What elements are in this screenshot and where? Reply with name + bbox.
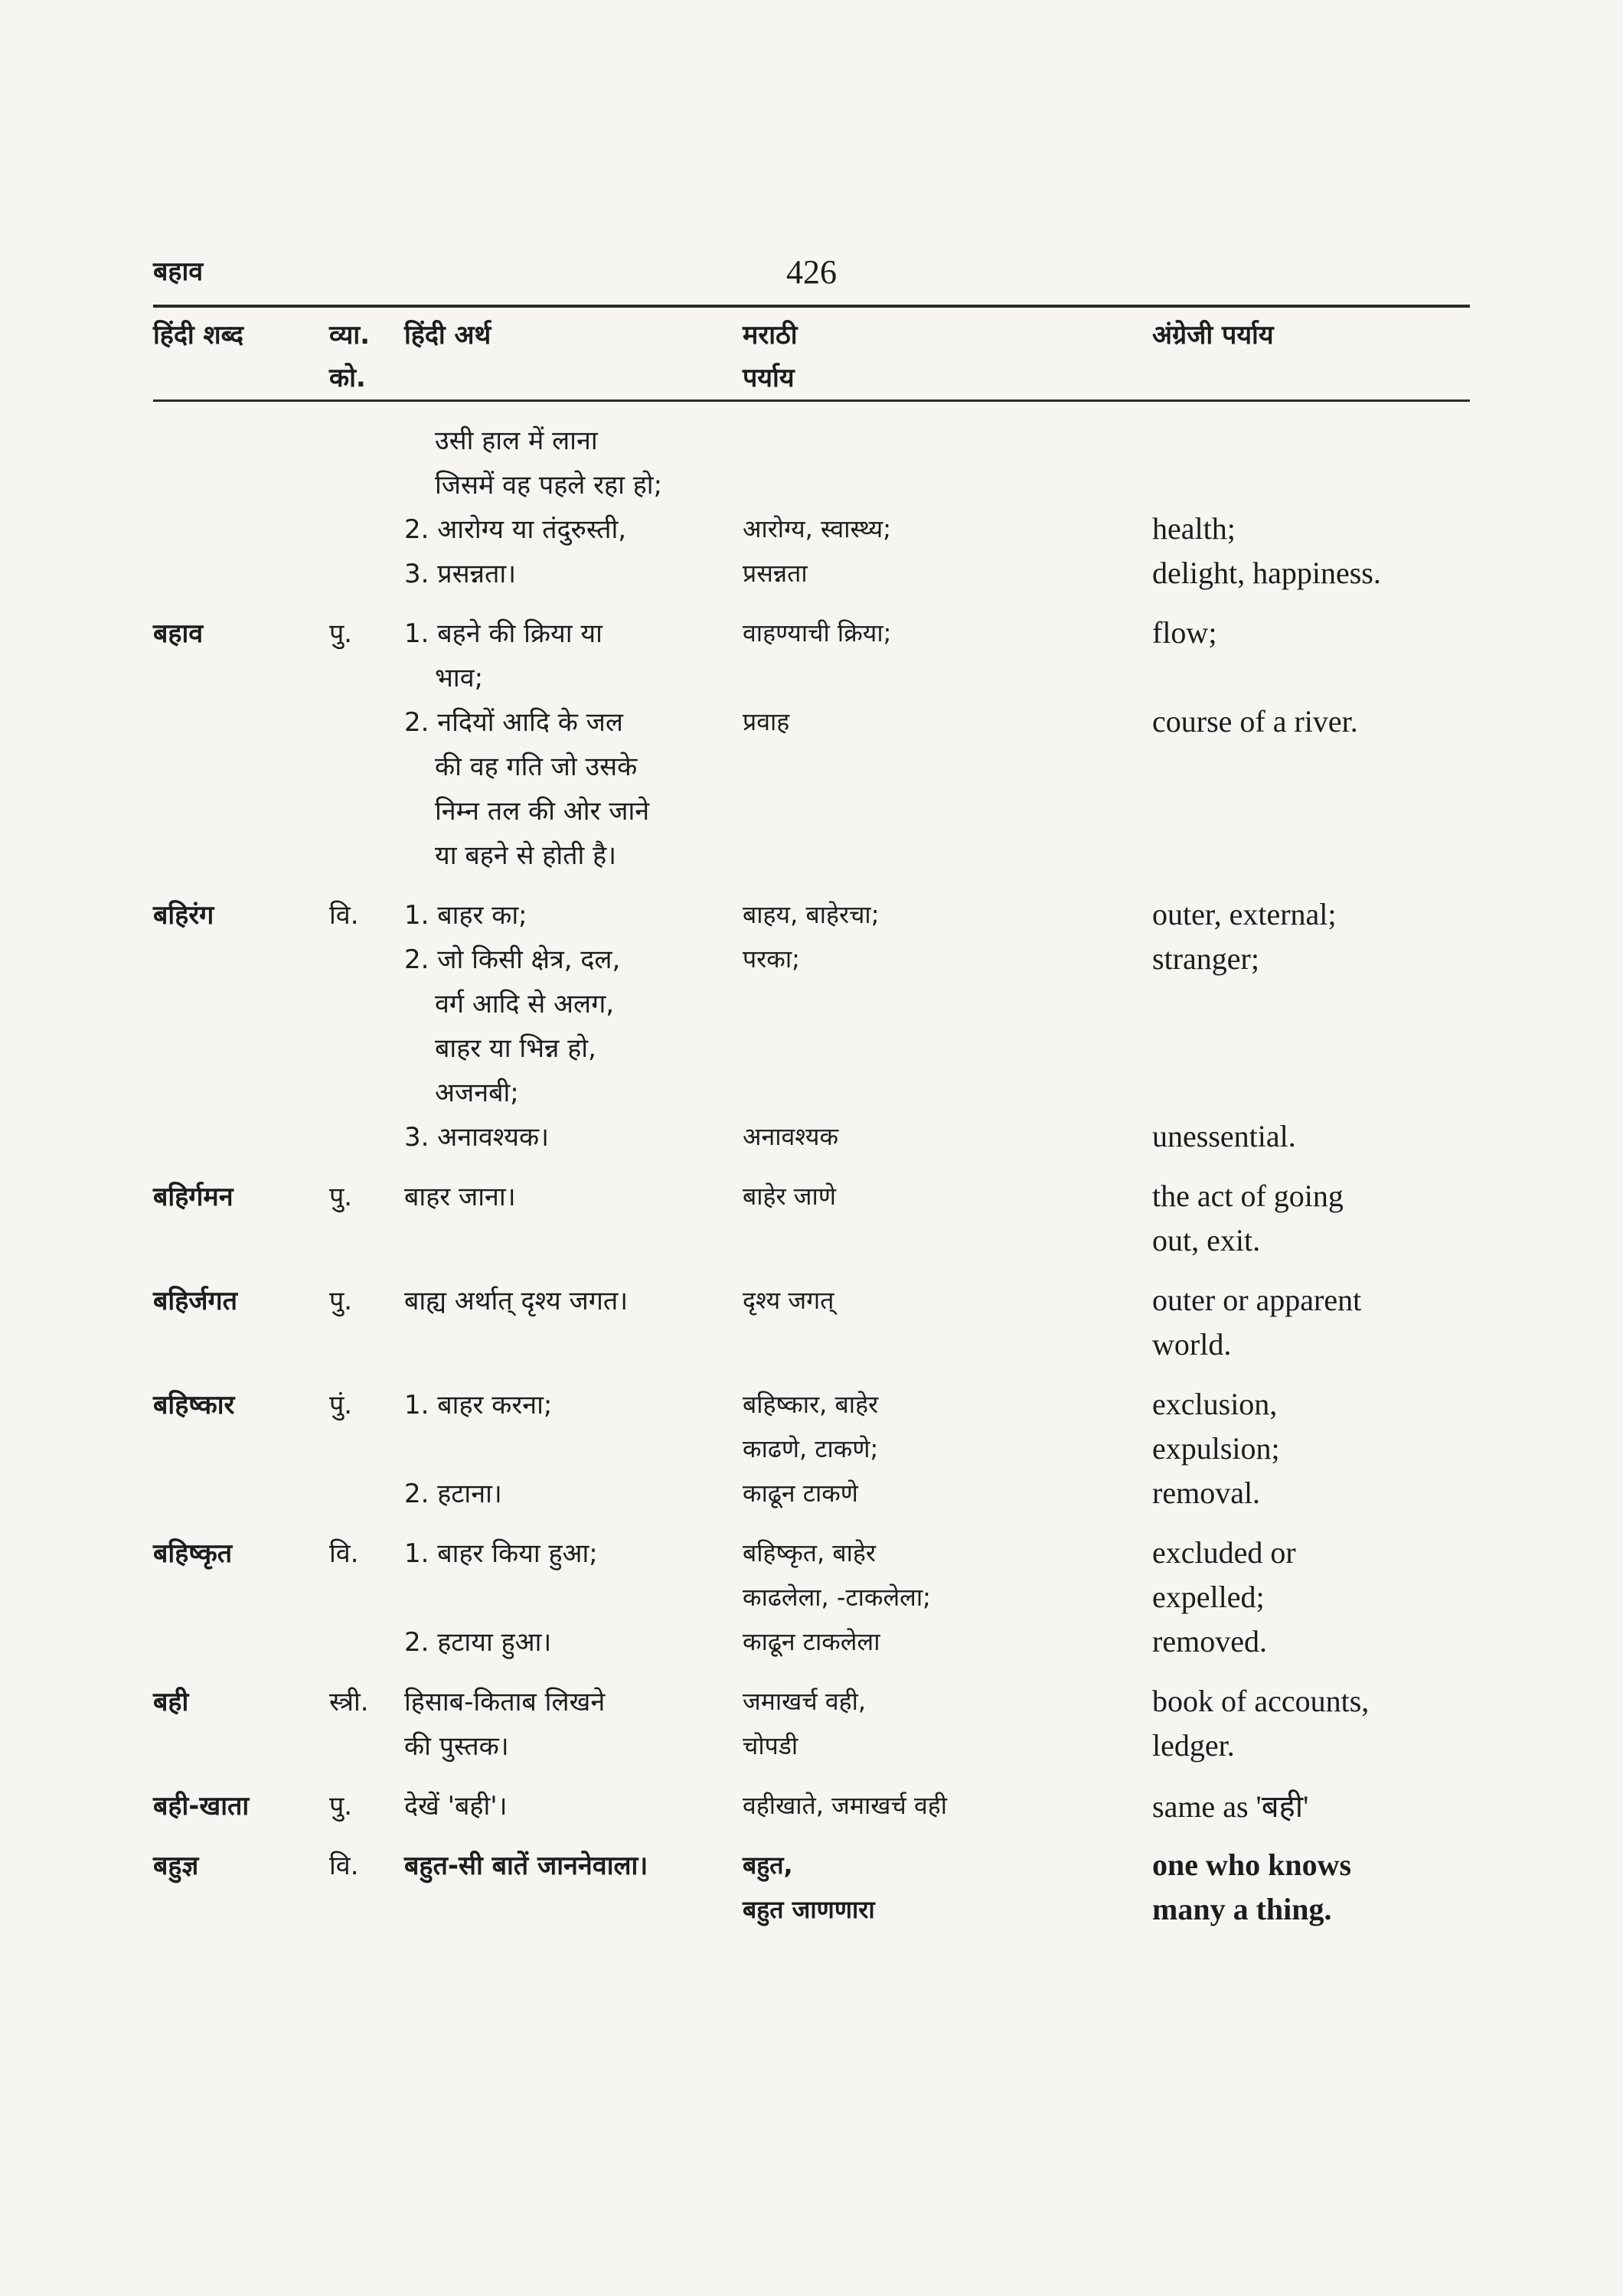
hindi-meaning: हिसाब-किताब लिखने [404, 1687, 606, 1717]
hindi-meaning: देखें 'बही'। [404, 1791, 508, 1821]
marathi-synonym: दृश्य जगत् [743, 1285, 834, 1315]
english-equivalent: expulsion; [1152, 1430, 1280, 1466]
grammar-label: पुं. [329, 1390, 353, 1420]
english-equivalent: excluded or [1152, 1534, 1296, 1570]
hindi-meaning: या बहने से होती है। [435, 840, 617, 871]
english-equivalent: stranger; [1152, 941, 1259, 976]
english-equivalent: delight, happiness. [1152, 555, 1381, 590]
marathi-synonym: बाहेर जाणे [743, 1181, 836, 1211]
grammar-label: पु. [329, 618, 353, 649]
hindi-meaning: उसी हाल में लाना [435, 426, 598, 456]
headword: बहिष्कार [153, 1390, 235, 1420]
entry-line [0, 1322, 1623, 1366]
marathi-synonym: बहुत, [743, 1850, 793, 1880]
headword: बही [153, 1687, 189, 1717]
marathi-synonym: काढणे, टाकणे; [743, 1433, 879, 1463]
entry-line [0, 654, 1623, 699]
dictionary-entry [0, 1277, 1623, 1366]
marathi-synonym: बहिष्कार, बाहेर [743, 1389, 879, 1419]
entry-line [0, 788, 1623, 832]
hindi-meaning: बाह्य अर्थात् दृश्य जगत। [404, 1286, 629, 1316]
entry-line [0, 1782, 1623, 1827]
entry-line [0, 1887, 1623, 1931]
entry-line [0, 1470, 1623, 1515]
entry-line [0, 1842, 1623, 1887]
entry-line [0, 1025, 1623, 1069]
hindi-meaning: निम्न तल की ओर जाने [435, 796, 650, 827]
marathi-synonym: जमाखर्च वही, [743, 1686, 867, 1716]
hindi-meaning: बाहर जाना। [404, 1182, 516, 1212]
marathi-synonym: काढून टाकलेला [743, 1626, 880, 1656]
header-rule-bottom [153, 400, 1470, 402]
dictionary-entry [0, 1678, 1623, 1767]
entry-line [0, 743, 1623, 788]
entry-line [0, 1678, 1623, 1723]
marathi-synonym: बहिष्कृत, बाहेर [743, 1538, 877, 1567]
entry-line [0, 461, 1623, 506]
column-head-grammar-line1: व्या. [329, 320, 371, 351]
hindi-meaning: 2. हटाना। [404, 1479, 502, 1509]
page-number: 426 [786, 253, 837, 291]
column-head-english: अंग्रेजी पर्याय [1152, 320, 1274, 351]
hindi-meaning: बहुत-सी बातें जाननेवाला। [404, 1851, 648, 1881]
entry-line [0, 1426, 1623, 1470]
running-head: बहाव [153, 256, 204, 287]
hindi-meaning: अजनबी; [435, 1078, 519, 1108]
marathi-synonym: प्रसन्नता [743, 558, 808, 588]
entry-line [0, 1277, 1623, 1322]
entry-line [0, 699, 1623, 743]
headword: बहुज्ञ [153, 1851, 199, 1881]
grammar-label: वि. [329, 1851, 359, 1881]
entry-line [0, 936, 1623, 980]
entry-line [0, 1530, 1623, 1574]
english-equivalent: exclusion, [1152, 1386, 1278, 1421]
english-equivalent: flow; [1152, 615, 1217, 650]
headword: बहिर्गमन [153, 1182, 233, 1212]
english-equivalent: course of a river. [1152, 703, 1358, 739]
dictionary-entry [0, 1782, 1623, 1827]
column-head-marathi [743, 314, 798, 400]
entry-list [0, 417, 1623, 1946]
english-equivalent: one who knows [1152, 1847, 1352, 1882]
english-equivalent: out, exit. [1152, 1222, 1261, 1257]
entry-line [0, 417, 1623, 461]
marathi-synonym: परका; [743, 944, 800, 974]
marathi-synonym: काढून टाकणे [743, 1478, 858, 1508]
hindi-meaning: वर्ग आदि से अलग, [435, 989, 615, 1019]
hindi-meaning: 3. प्रसन्नता। [404, 559, 517, 589]
english-equivalent: many a thing. [1152, 1891, 1332, 1926]
column-head-grammar [329, 314, 370, 400]
column-head-marathi-line2: पर्याय [743, 363, 795, 393]
grammar-label: वि. [329, 1538, 359, 1569]
hindi-meaning: 1. बहने की क्रिया या [404, 618, 603, 649]
dictionary-entry [0, 1842, 1623, 1931]
entry-line [0, 892, 1623, 936]
hindi-meaning: भाव; [435, 663, 484, 693]
hindi-meaning: 1. बाहर करना; [404, 1390, 553, 1420]
entry-line [0, 1574, 1623, 1619]
entry-line [0, 1218, 1623, 1262]
marathi-synonym: बहुत जाणणारा [743, 1894, 875, 1924]
dictionary-entry [0, 1381, 1623, 1515]
marathi-synonym: प्रवाह [743, 706, 790, 736]
english-equivalent: outer, external; [1152, 896, 1337, 931]
hindi-meaning: 3. अनावश्यक। [404, 1122, 549, 1153]
hindi-meaning: जिसमें वह पहले रहा हो; [435, 470, 663, 501]
hindi-meaning: बाहर या भिन्न हो, [435, 1033, 596, 1064]
dictionary-entry [0, 1530, 1623, 1663]
hindi-meaning: 2. हटाया हुआ। [404, 1627, 552, 1658]
hindi-meaning: 1. बाहर किया हुआ; [404, 1538, 598, 1569]
entry-line [0, 1723, 1623, 1767]
entry-line [0, 1619, 1623, 1663]
english-equivalent: book of accounts, [1152, 1683, 1370, 1718]
headword: बही-खाता [153, 1791, 250, 1821]
hindi-meaning: की वह गति जो उसके [435, 752, 638, 782]
entry-line [0, 832, 1623, 876]
marathi-synonym: वहीखाते, जमाखर्च वही [743, 1790, 948, 1820]
grammar-label: वि. [329, 900, 359, 931]
entry-line [0, 550, 1623, 595]
column-head-word: हिंदी शब्द [153, 320, 244, 351]
grammar-label: पु. [329, 1182, 353, 1212]
english-equivalent: ledger. [1152, 1727, 1235, 1763]
english-equivalent: world. [1152, 1326, 1232, 1362]
marathi-synonym: आरोग्य, स्वास्थ्य; [743, 514, 892, 543]
english-equivalent: unessential. [1152, 1118, 1296, 1153]
dictionary-entry [0, 1173, 1623, 1262]
english-equivalent: removal. [1152, 1475, 1261, 1510]
grammar-label: पु. [329, 1286, 353, 1316]
dictionary-entry [0, 417, 1623, 595]
headword: बहिष्कृत [153, 1538, 233, 1569]
entry-line [0, 1069, 1623, 1114]
grammar-label: स्त्री. [329, 1687, 369, 1717]
dictionary-entry [0, 610, 1623, 876]
hindi-meaning: की पुस्तक। [404, 1731, 509, 1762]
entry-line [0, 1114, 1623, 1158]
english-equivalent: the act of going [1152, 1178, 1344, 1213]
marathi-synonym: काढलेला, -टाकलेला; [743, 1582, 931, 1612]
column-head-meaning: हिंदी अर्थ [404, 320, 491, 351]
marathi-synonym: बाहय, बाहेरचा; [743, 899, 880, 929]
marathi-synonym: अनावश्यक [743, 1121, 839, 1151]
dictionary-entry [0, 892, 1623, 1158]
hindi-meaning: 2. आरोग्य या तंदुरुस्ती, [404, 514, 627, 545]
english-equivalent: outer or apparent [1152, 1282, 1362, 1317]
entry-line [0, 610, 1623, 654]
hindi-meaning: 1. बाहर का; [404, 900, 527, 931]
english-equivalent: health; [1152, 510, 1236, 546]
english-equivalent: removed. [1152, 1623, 1267, 1658]
headword: बहाव [153, 618, 204, 649]
column-head-grammar-line2: को. [329, 363, 366, 393]
hindi-meaning: 2. नदियों आदि के जल [404, 707, 623, 738]
header-rule-top [153, 305, 1470, 308]
entry-line [0, 506, 1623, 550]
entry-line [0, 980, 1623, 1025]
hindi-meaning: 2. जो किसी क्षेत्र, दल, [404, 944, 621, 975]
grammar-label: पु. [329, 1791, 353, 1821]
english-equivalent: expelled; [1152, 1579, 1265, 1614]
headword: बहिर्जगत [153, 1286, 238, 1316]
column-head-marathi-line1: मराठी [743, 320, 798, 351]
marathi-synonym: वाहण्याची क्रिया; [743, 618, 892, 647]
headword: बहिरंग [153, 900, 214, 931]
entry-line [0, 1173, 1623, 1218]
marathi-synonym: चोपडी [743, 1730, 798, 1760]
entry-line [0, 1381, 1623, 1426]
english-equivalent: same as 'बही' [1152, 1789, 1309, 1824]
